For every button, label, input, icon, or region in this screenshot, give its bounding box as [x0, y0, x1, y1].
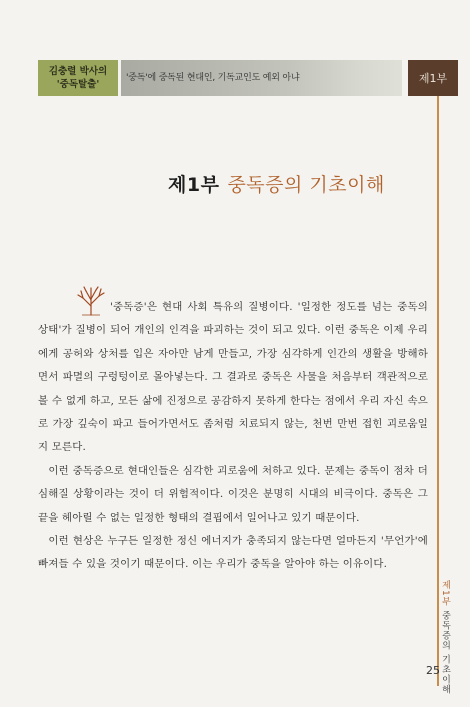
chapter-part: 제1부	[168, 174, 220, 196]
paragraph: 이런 현상은 누구든 일정한 정신 에너지가 충족되지 않는다면 얼마든지 '무언가'에 빠져들 수 있을 것이기 때문이다. 이는 우리가 중독을 알아야 하는 이유이다.	[38, 535, 428, 571]
tree-icon	[74, 286, 108, 316]
page-number: 25	[426, 664, 440, 677]
side-running-footer	[438, 580, 452, 694]
chapter-name: 중독증의 기초이해	[227, 174, 385, 196]
body-text	[38, 296, 428, 577]
side-title: 중독증의 기초이해	[440, 610, 450, 695]
series-name: '중독탈출'	[56, 79, 100, 90]
author-box	[38, 60, 118, 96]
paragraph	[38, 296, 428, 460]
paragraph-text: '중독증'은 현대 사회 특유의 질병이다. '일정한 정도를 넘는 중독의 상태'가 질병이 되어 개인의 인격을 파괴하는 것이 되고 있다. 이런 중독은 이제 우리에게 공허와 상처를 입은 자아만 남게 만들고, 가장 심각하게 인간의 생활을 방해하면서 파멸의 구렁텅이로 몰아넣는다. 그 결과로 중독은 사물을 처음부터 객관적으로 볼 수 없게 하고, 모든 삶에 진정으로 공감하지 못하게 한다는 점에서 우리 자신 속으로 가장 깊숙이 파고 들어가면서도 좀처럼 치료되지 않는, 천번 만번 접힌 괴로움일지 모른다.	[38, 301, 428, 454]
running-title: '중독'에 중독된 현대인, 기독교인도 예외 아냐	[126, 73, 300, 83]
chapter-title	[168, 170, 385, 197]
side-part: 제1부	[440, 580, 450, 607]
part-tab: 제1부	[408, 60, 458, 96]
author-name: 김충렬 박사의	[48, 66, 108, 77]
paragraph: 이런 중독증으로 현대인들은 심각한 괴로움에 처하고 있다. 문제는 중독이 점차 더 심해질 상황이라는 것이 더 위험적이다. 이것은 분명히 시대의 비극이다. 중독은 그 끝을 헤아릴 수 없는 일정한 형태의 결핍에서 일어나고 있기 때문이다.	[38, 464, 428, 524]
